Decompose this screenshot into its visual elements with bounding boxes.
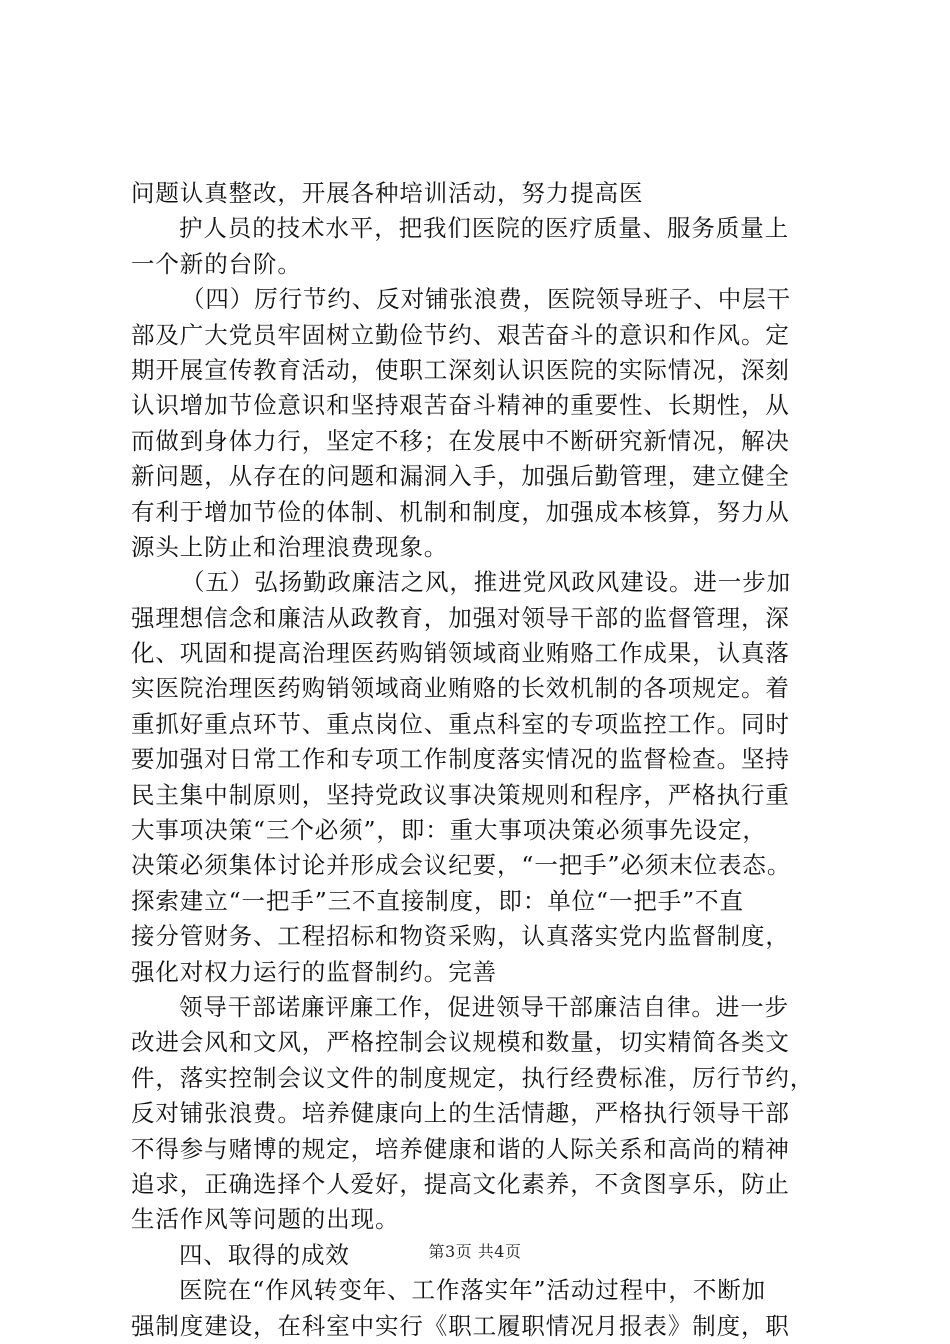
text-line: 认识增加节俭意识和坚持艰苦奋斗精神的重要性、长期性，从: [131, 391, 790, 420]
text-line: 领导干部诺廉评廉工作，促进领导干部廉洁自律。进一步: [179, 992, 789, 1021]
text-line: 不得参与赌博的规定，培养健康和谐的人际关系和高尚的精神: [131, 1134, 790, 1163]
text-line: 生活作风等问题的出现。: [131, 1205, 400, 1234]
section-heading: 四、取得的成效: [179, 1240, 350, 1269]
text-line: 强制度建设，在科室中实行《职工履职情况月报表》制度，职: [131, 1311, 790, 1340]
text-line: 护人员的技术水平，把我们医院的医疗质量、服务质量上: [179, 214, 789, 243]
text-line: 重抓好重点环节、重点岗位、重点科室的专项监控工作。同时: [131, 709, 790, 738]
text-line: 实医院治理医药购销领域商业贿赂的长效机制的各项规定。着: [131, 674, 790, 703]
text-line: 部及广大党员牢固树立勤俭节约、艰苦奋斗的意识和作风。定: [131, 320, 790, 349]
text-line: 改进会风和文风，严格控制会议规模和数量，切实精简各类文: [131, 1028, 790, 1057]
text-line: 源头上防止和治理浪费现象。: [131, 532, 449, 561]
text-line: 化、巩固和提高治理医药购销领域商业贿赂工作成果，认真落: [131, 639, 790, 668]
text-line: 追求，正确选择个人爱好，提高文化素养，不贪图享乐，防止: [131, 1169, 790, 1198]
text-line: 期开展宣传教育活动，使职工深刻认识医院的实际情况，深刻: [131, 355, 790, 384]
text-line: 有利于增加节俭的体制、机制和制度，加强成本核算，努力从: [131, 497, 790, 526]
text-line: 探索建立“一把手”三不直接制度，即：单位“一把手”不直: [131, 886, 744, 915]
text-line: 新问题，从存在的问题和漏洞入手，加强后勤管理，建立健全: [131, 462, 790, 491]
text-line: （五）弘扬勤政廉洁之风，推进党风政风建设。进一步加: [181, 568, 791, 597]
text-line: 件，落实控制会议文件的制度规定，执行经费标准，厉行节约，: [131, 1063, 815, 1092]
text-line: 决策必须集体讨论并形成会议纪要，“一把手”必须末位表态。: [131, 851, 792, 880]
text-line: 医院在“作风转变年、工作落实年”活动过程中，不断加: [179, 1276, 767, 1305]
page-number-footer: 第3页 共4页: [428, 1242, 522, 1261]
text-line: （四）厉行节约、反对铺张浪费，医院领导班子、中层干: [181, 285, 791, 314]
text-line: 问题认真整改，开展各种培训活动，努力提高医: [131, 179, 644, 207]
text-line: 强化对权力运行的监督制约。完善: [131, 957, 497, 986]
text-line: 反对铺张浪费。培养健康向上的生活情趣，严格执行领导干部: [131, 1099, 790, 1128]
text-line: 要加强对日常工作和专项工作制度落实情况的监督检查。坚持: [131, 745, 790, 774]
text-line: 大事项决策“三个必须”，即：重大事项决策必须事先设定，: [131, 816, 767, 845]
text-line: 强理想信念和廉洁从政教育，加强对领导干部的监督管理，深: [131, 603, 790, 632]
document-body: [131, 176, 851, 1344]
text-line: 民主集中制原则，坚持党政议事决策规则和程序，严格执行重: [131, 780, 790, 809]
text-line: 接分管财务、工程招标和物资采购，认真落实党内监督制度，: [131, 922, 790, 951]
text-line: 一个新的台阶。: [131, 249, 302, 278]
text-line: 而做到身体力行，坚定不移；在发展中不断研究新情况，解决: [131, 426, 790, 455]
